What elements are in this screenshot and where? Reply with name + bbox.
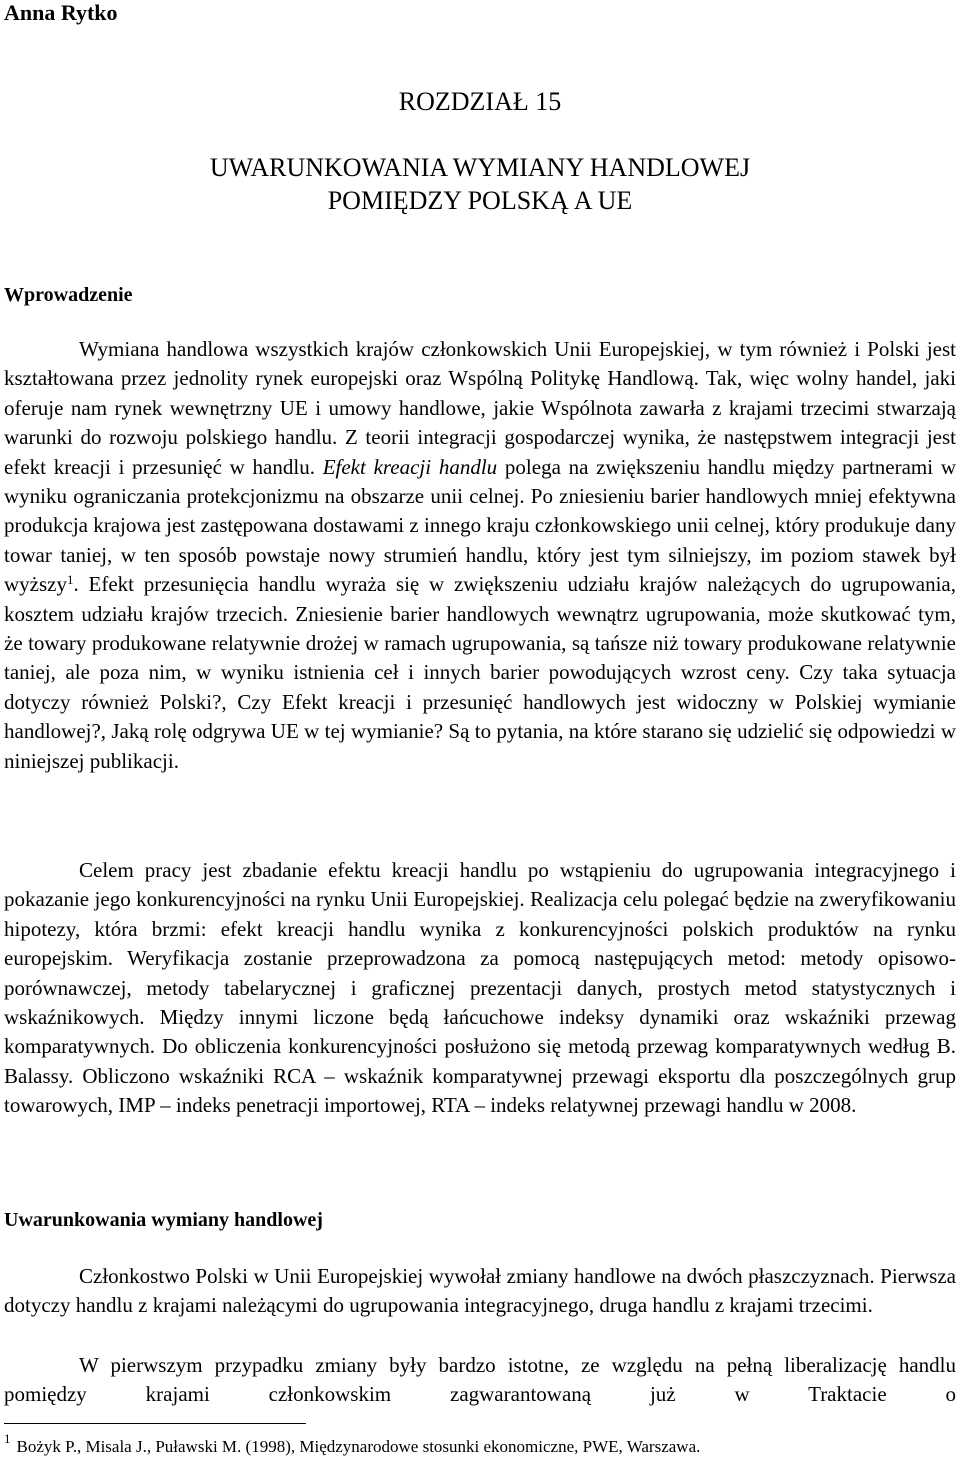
emphasis-term: Efekt kreacji handlu (322, 454, 498, 479)
paragraph-conditions-1: Członkostwo Polski w Unii Europejskiej wywołał zmiany handlowe na dwóch płaszczyznach. Pierwsza dotyczy handlu z krajami należącymi do ugrupowania integracyjnego, druga handlu z krajami trzecimi. (4, 1264, 956, 1318)
paragraph-text: . Efekt przesunięcia handlu wyraża się w zwiększeniu udziału krajów należących do ugrupowania, kosztem udziału krajów trzecich. Zniesienie barier handlowych wewnątrz ugrupowania, może skutkować tym, że towary produkowane relatywnie drożej w ramach ugrupowania, są tańsze niż towary produkowane relatywnie taniej, ale poza nim, w wyniku istnienia ceł i innych barier powodujących wzrost ceny. Czy taka sytuacja dotyczy również Polski?, Czy Efekt kreacji i przesunięć handlowych jest widoczny w Polskiej wymianie handlowej?, Jaką rolę odgrywa UE w tej wymianie? Są to pytania, na które starano się udzielić się odpowiedzi w niniejszej publikacji. (4, 572, 956, 773)
footnote-reference[interactable]: 1 (66, 572, 74, 588)
paragraph-text: Wymiana handlowa wszystkich krajów członkowskich Unii Europejskiej, w tym również i Polski jest kształtowana przez jednolity rynek europejski oraz Wspólną Politykę Handlową. Tak, więc wolny handel, jaki oferuje nam rynek wewnętrzny UE i umowy handlowe, jakie Wspólnota zawarła z krajami trzecimi stwarzają warunki do rozwoju polskiego handlu. Z teorii integracji gospodarczej wynika, że następstwem integracji jest efekt kreacji i przesunięć w handlu. (4, 337, 956, 479)
author-name: Anna Rytko (4, 0, 118, 25)
footnote (4, 1431, 701, 1458)
footnote-number: 1 (4, 1431, 11, 1446)
paragraph-conditions-2: W pierwszym przypadku zmiany były bardzo istotne, ze względu na pełną liberalizację handlu pomiędzy krajami członkowskim zagwarantowaną już w Traktacie o (4, 1353, 956, 1407)
chapter-number: ROZDZIAŁ 15 (398, 87, 562, 116)
chapter-title-line-2: POMIĘDZY POLSKĄ A UE (327, 186, 633, 215)
paragraph-intro-2: Celem pracy jest zbadanie efektu kreacji handlu po wstąpieniu do ugrupowania integracyjnego i pokazanie jego konkurencyjności na rynku Unii Europejskiej. Realizacja celu polegać będzie na zweryfikowaniu hipotezy, która brzmi: efekt kreacji handlu wynika z konkurencyjności polskich produktów na rynku europejskim. Weryfikacja zostanie przeprowadzona za pomocą następujących metod: metody opisowo- porównawczej, metody tabelarycznej i graficznej prezentacji danych, prostych metod statystycznych i wskaźnikowych. Między innymi liczone będą łańcuchowe indeksy dynamiki oraz wskaźniki przewag komparatywnych. Do obliczenia konkurencyjności posłużono się metodą przewag komparatywnych według B. Balassy. Obliczono wskaźniki RCA – wskaźnik komparatywnej przewagi eksportu dla poszczególnych grup towarowych, IMP – indeks penetracji importowej, RTA – indeks relatywnej przewagi handlu w 2008. (4, 858, 956, 1118)
section-heading-trade-conditions: Uwarunkowania wymiany handlowej (4, 1209, 323, 1231)
footnote-text: Bożyk P., Misala J., Puławski M. (1998), Międzynarodowe stosunki ekonomiczne, PWE, Warszawa. (16, 1437, 701, 1456)
footnote-separator (4, 1423, 306, 1424)
section-heading-introduction: Wprowadzenie (4, 284, 133, 306)
paragraph-intro-1 (4, 335, 956, 776)
paragraph-text: polega na zwiększeniu handlu między partnerami w wyniku ograniczania protekcjonizmu na obszarze unii celnej. Po zniesieniu barier handlowych mniej efektywna produkcja krajowa jest zastępowana dostawami z innego kraju członkowskiego unii celnej, który produkuje dany towar taniej, w ten sposób powstaje nowy strumień handlu, który jest tym silniejszy, im poziom stawek był wyższy (4, 454, 956, 597)
chapter-title-line-1: UWARUNKOWANIA WYMIANY HANDLOWEJ (209, 153, 751, 182)
